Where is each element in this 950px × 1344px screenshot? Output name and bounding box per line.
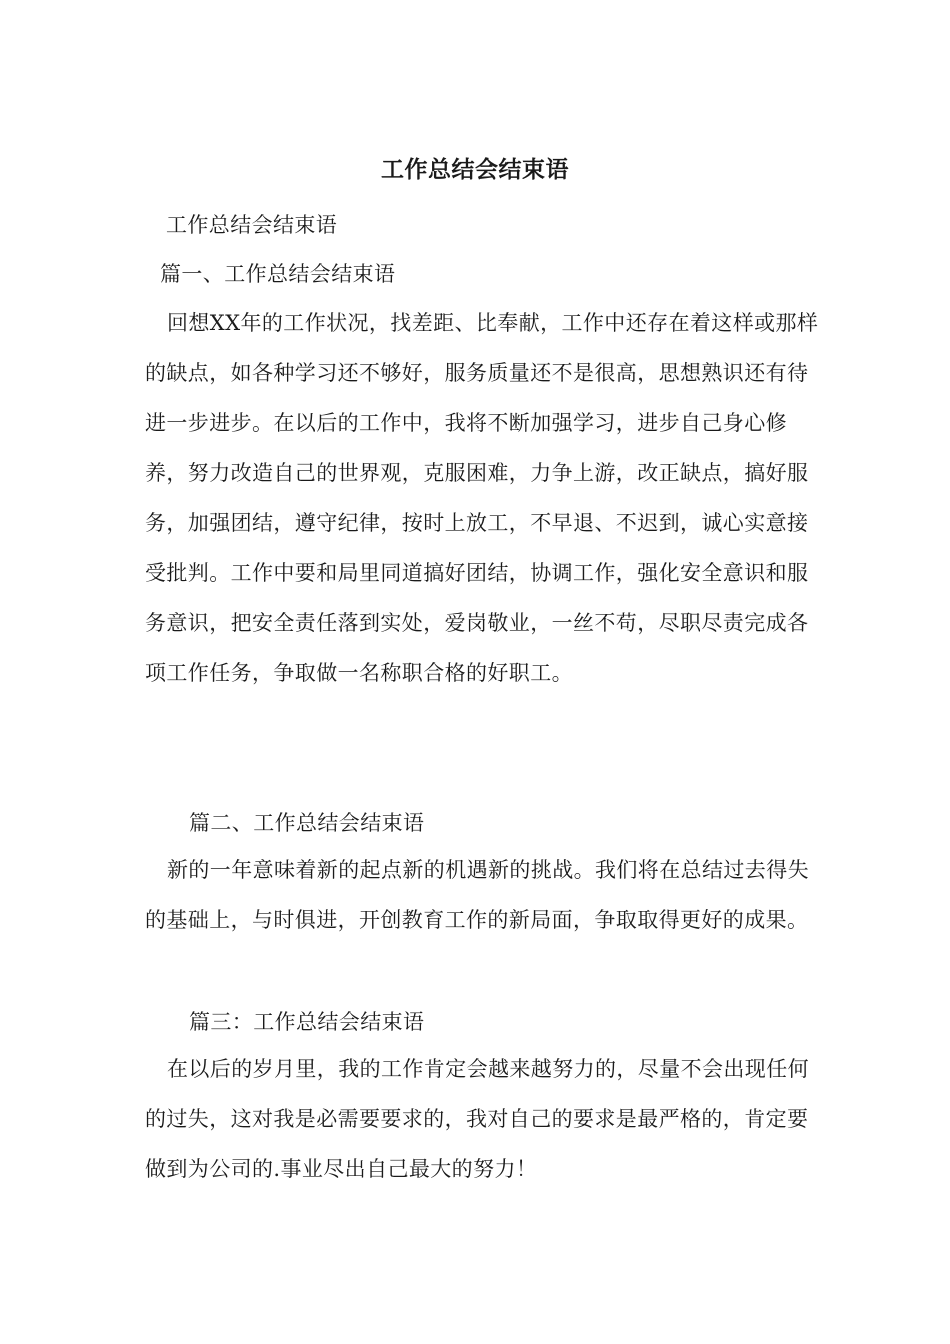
document-title: 工作总结会结束语 xyxy=(381,156,569,183)
section-2-heading: 篇二、工作总结会结束语 xyxy=(189,811,425,835)
section-2-body: 新的一年意味着新的起点新的机遇新的挑战。我们将在总结过去得失的基础上，与时俱进，开创教育工作的新局面，争取取得更好的成果。 xyxy=(145,858,809,932)
section-1-heading: 篇一、工作总结会结束语 xyxy=(160,262,396,286)
section-3-heading: 篇三：工作总结会结束语 xyxy=(189,1010,425,1034)
section-3-body: 在以后的岁月里，我的工作肯定会越来越努力的，尽量不会出现任何的过失，这对我是必需要要求的，我对自己的要求是最严格的，肯定要做到为公司的.事业尽出自己最大的努力！ xyxy=(145,1057,809,1181)
section-1-body: 回想XX年的工作状况，找差距、比奉献，工作中还存在着这样或那样的缺点，如各种学习还不够好，服务质量还不是很高，思想熟识还有待进一步进步。在以后的工作中，我将不断加强学习，进步自己身心修养，努力改造自己的世界观，克服困难，力争上游，改正缺点，搞好服务，加强团结，遵守纪律，按时上放工，不早退、不迟到，诚心实意接受批判。工作中要和局里同道搞好团结，协调工作，强化安全意识和服务意识，把安全责任落到实处，爱岗敬业，一丝不苟，尽职尽责完成各项工作任务，争取做一名称职合格的好职工。 xyxy=(145,311,819,685)
document-subtitle: 工作总结会结束语 xyxy=(166,213,338,237)
